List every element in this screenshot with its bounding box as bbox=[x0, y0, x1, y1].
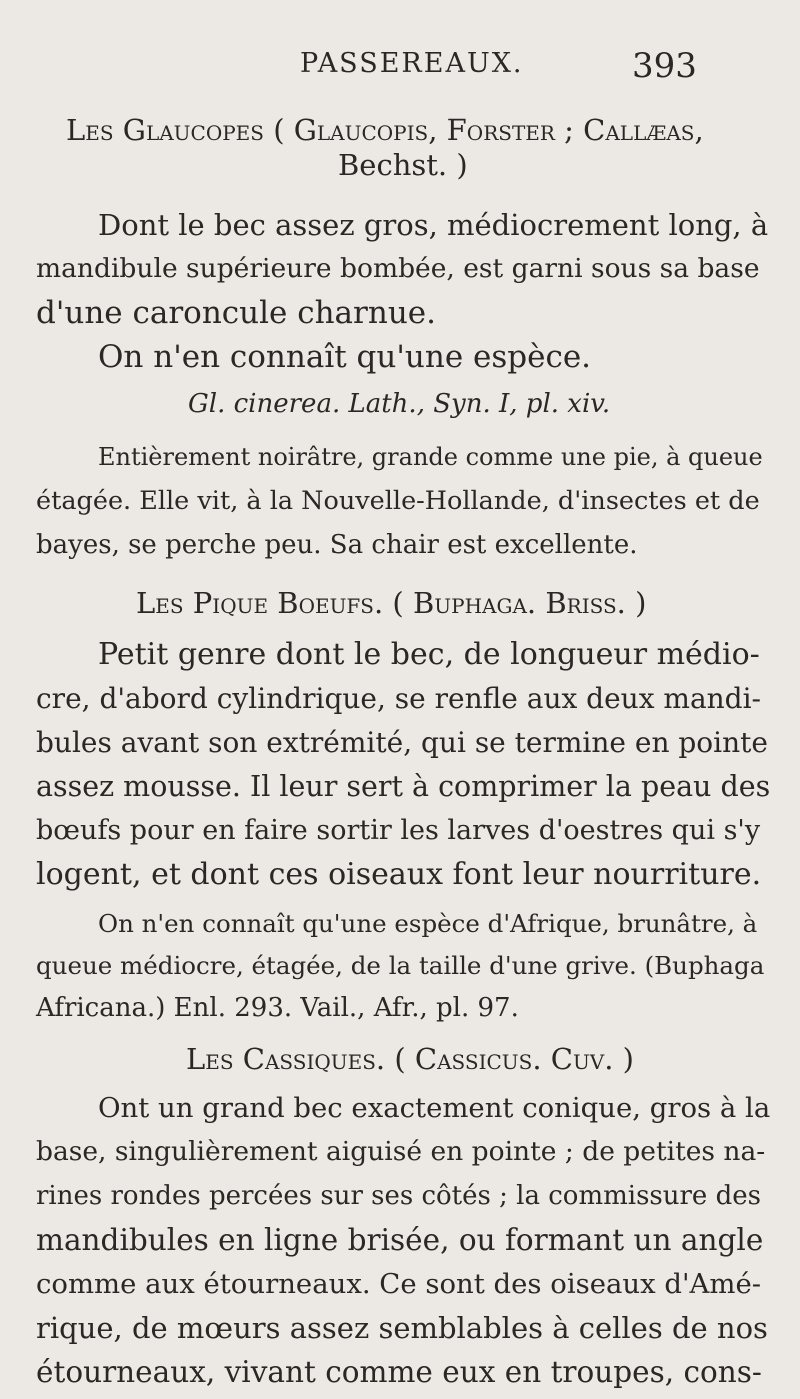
section-heading-pique-boeufs: Les Pique Boeufs. ( Buphaga. Briss. ) bbox=[136, 585, 647, 620]
paragraph-line: d'une caroncule charnue. bbox=[36, 294, 436, 331]
species-description-line: queue médiocre, étagée, de la taille d'une grive. (Buphaga bbox=[36, 951, 765, 981]
species-description-line: On n'en connaît qu'une espèce d'Afrique, brunâtre, à bbox=[98, 909, 758, 939]
paragraph-line: bules avant son extrémité, qui se termine en pointe bbox=[36, 726, 768, 760]
paragraph-line: Dont le bec assez gros, médiocrement long, à bbox=[98, 207, 769, 242]
paragraph-line: mandibule supérieure bombée, est garni sous sa base bbox=[36, 252, 760, 284]
species-description-line: Entièrement noirâtre, grande comme une pie, à queue bbox=[98, 442, 763, 471]
paragraph-line: logent, et dont ces oiseaux font leur nourriture. bbox=[36, 856, 762, 892]
paragraph-line: base, singulièrement aiguisé en pointe ; de petites na- bbox=[36, 1136, 766, 1168]
page-number: 393 bbox=[632, 46, 697, 86]
running-title: PASSEREAUX. bbox=[300, 48, 524, 79]
section-heading-glaucopes: Les Glaucopes ( Glaucopis, Forster ; Callæas, bbox=[66, 113, 704, 147]
paragraph-line: étourneaux, vivant comme eux en troupes, cons- bbox=[36, 1355, 762, 1389]
species-description-line: étagée. Elle vit, à la Nouvelle-Hollande, d'insectes et de bbox=[36, 485, 760, 516]
paragraph-line: Ont un grand bec exactement conique, gros à la bbox=[98, 1092, 771, 1125]
page-header bbox=[0, 46, 800, 86]
species-description-line: bayes, se perche peu. Sa chair est excellente. bbox=[36, 529, 638, 560]
paragraph-line: cre, d'abord cylindrique, se renfle aux deux mandi- bbox=[36, 682, 762, 716]
paragraph-line: assez mousse. Il leur sert à comprimer la peau des bbox=[36, 770, 771, 803]
section-heading-cassiques: Les Cassiques. ( Cassicus. Cuv. ) bbox=[186, 1042, 634, 1077]
species-description-line: Africana.) Enl. 293. Vail., Afr., pl. 97. bbox=[36, 993, 519, 1024]
paragraph-line: rique, de mœurs assez semblables à celles de nos bbox=[36, 1311, 768, 1346]
paragraph-line: comme aux étourneaux. Ce sont des oiseaux d'Amé- bbox=[36, 1268, 762, 1301]
section-heading-glaucopes-cont: Bechst. ) bbox=[338, 148, 468, 183]
paragraph-line: bœufs pour en faire sortir les larves d'oestres qui s'y bbox=[36, 814, 761, 846]
species-name: Gl. cinerea. Lath., Syn. I, pl. xiv. bbox=[188, 389, 611, 420]
paragraph-line: mandibules en ligne brisée, ou formant un angle bbox=[36, 1223, 764, 1258]
paragraph-line: Petit genre dont le bec, de longueur médio- bbox=[98, 637, 760, 673]
paragraph-line: rines rondes percées sur ses côtés ; la commissure des bbox=[36, 1181, 761, 1212]
paragraph-line: On n'en connaît qu'une espèce. bbox=[98, 338, 592, 375]
